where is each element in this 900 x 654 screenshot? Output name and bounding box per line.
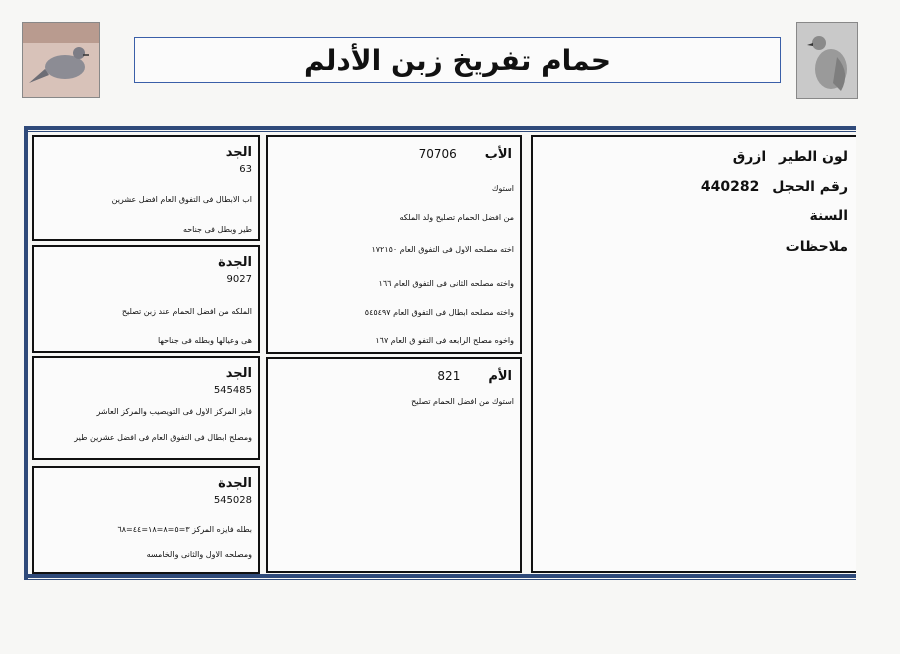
granddam-2-box: [32, 466, 260, 574]
sire-note-2: من افضل الحمام تصليح ولد الملكه: [399, 213, 514, 222]
dam-note-1: استوك من افضل الحمام تصليح: [411, 397, 514, 406]
granddam-2-note-2: ومصلحه الاول والثانى والخامسه: [146, 550, 252, 559]
grandsire-1-box: [32, 135, 260, 241]
dam-box: [266, 357, 522, 573]
grandsire-2-note-2: ومصلح ابطال فى التفوق العام فى افضل عشرين طير: [74, 433, 252, 442]
grandsire-1-note-2: طير وبطل فى جناحه: [182, 225, 252, 234]
dam-label: الأم: [488, 369, 512, 384]
pigeon-photo-right: [796, 22, 858, 99]
grandsire-2-label: الجد: [225, 366, 252, 381]
granddam-1-label: الجدة: [218, 255, 252, 270]
grandsire-2-note-1: فايز المركز الاول فى التويصيب والمركز العاشر: [96, 407, 252, 416]
frame-bottom-rule-thin: [24, 579, 856, 580]
grandsire-1-note-1: اب الابطال فى التفوق العام افضل عشرين: [111, 195, 252, 204]
frame-bottom-rule: [24, 574, 856, 578]
color-label: لون الطير: [779, 149, 848, 165]
grandsire-1-label: الجد: [225, 145, 252, 160]
sire-note-5: واخته مصلحه ابطال فى التفوق العام ٥٤٥٤٩٧: [364, 308, 514, 317]
sire-box: [266, 135, 522, 354]
page-title: حمام تفريخ زبن الأدلم: [303, 43, 612, 77]
sire-note-3: اخته مصلحه الاول فى التفوق العام ١٧٢١٥٠: [371, 245, 514, 254]
color-value: ازرق: [732, 149, 767, 165]
granddam-1-box: [32, 245, 260, 353]
frame-top-rule: [24, 126, 856, 130]
ring-row: [701, 179, 848, 195]
sire-number: 70706: [418, 147, 457, 161]
granddam-2-label: الجدة: [218, 476, 252, 491]
ring-label: رقم الحجل: [772, 179, 848, 195]
title-box: [134, 37, 781, 83]
color-row: [733, 149, 848, 165]
granddam-1-note-2: هى وعيالها وبطله فى جناحها: [157, 336, 252, 345]
sire-note-6: واخوه مصلح الرابعه فى التفو ق العام ١٦٧: [375, 336, 514, 345]
ring-value: 440282: [700, 179, 760, 195]
sire-label: الأب: [484, 147, 512, 162]
pigeon-photo-left: [22, 22, 100, 98]
granddam-1-note-1: الملكه من افضل الحمام عند زبن تصليح: [121, 307, 252, 316]
sire-header: [419, 147, 512, 162]
year-label: السنة: [809, 208, 848, 224]
granddam-1-number: 9027: [226, 274, 252, 285]
frame-left-rule: [24, 126, 28, 580]
sire-note-4: واخته مصلحه الثانى فى التفوق العام ١٦٦: [378, 279, 514, 288]
dam-number: 821: [437, 369, 461, 383]
bird-info-panel: [531, 135, 856, 573]
sire-note-1: استوك: [491, 184, 514, 193]
grandsire-2-box: [32, 356, 260, 460]
frame-top-rule-thin: [24, 131, 856, 132]
grandsire-2-number: 545485: [213, 385, 252, 396]
granddam-2-number: 545028: [213, 495, 252, 506]
grandsire-1-number: 63: [239, 164, 252, 175]
granddam-2-note-1: بطله فايزه المركز ٣=٥=٨=١٨=٤٤=٦٨: [117, 525, 252, 534]
notes-label: ملاحظات: [785, 239, 848, 255]
dam-header: [437, 369, 512, 384]
